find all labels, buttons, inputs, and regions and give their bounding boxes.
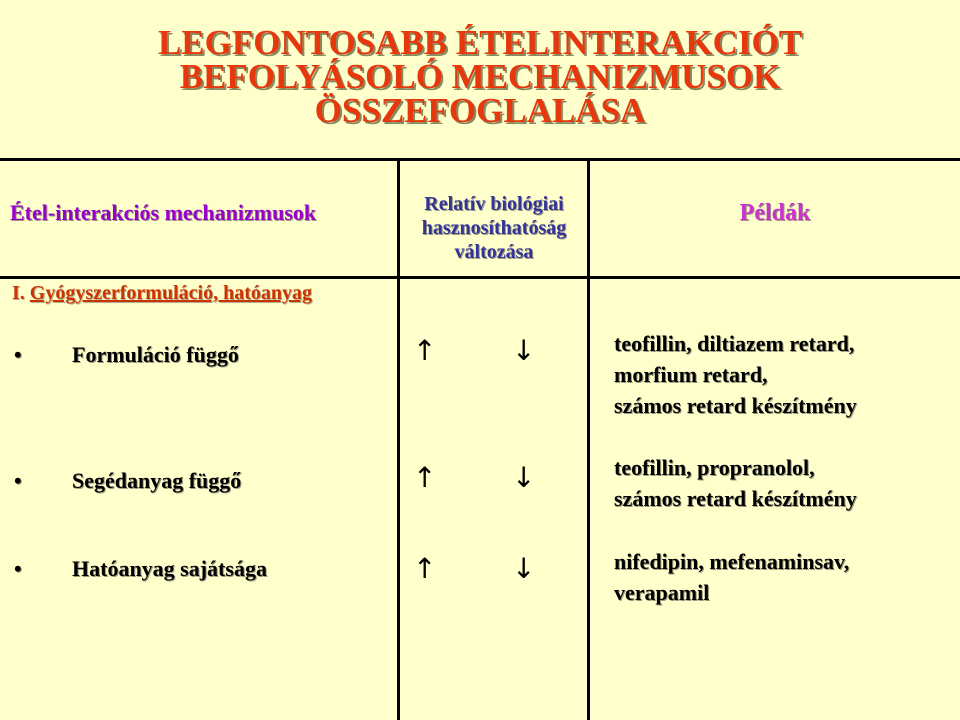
- arrow-down-icon: ↓: [512, 334, 536, 367]
- header-mechanisms: Étel-interakciós mechanizmusok: [10, 200, 317, 225]
- row-active-substance: [14, 556, 267, 582]
- arrow-up-icon: ↑: [413, 334, 437, 367]
- bullet-dot: •: [14, 556, 22, 581]
- row-formulation: [14, 342, 239, 368]
- example-line: nifedipin, mefenaminsav,: [614, 549, 850, 574]
- section-label: Gyógyszerformuláció, hatóanyag: [29, 282, 312, 304]
- arrow-down-icon: ↓: [512, 461, 536, 494]
- header-bottom-border: [0, 276, 960, 279]
- arrow-up-icon: ↑: [413, 552, 437, 585]
- section-number: I.: [12, 282, 25, 304]
- examples-active-substance: [614, 546, 849, 608]
- header-bio-line-1: Relatív biológiai: [424, 193, 564, 215]
- examples-formulation: [614, 328, 857, 421]
- title-line-2: BEFOLYÁSOLÓ MECHANIZMUSOK: [179, 57, 781, 96]
- example-line: számos retard készítmény: [614, 486, 857, 511]
- header-bio-line-3: változása: [454, 241, 534, 263]
- header-bio-line-2: hasznosíthatóság: [421, 217, 567, 239]
- example-line: teofillin, propranolol,: [614, 455, 815, 480]
- arrow-up-icon: ↑: [413, 461, 437, 494]
- title-line-3: ÖSSZEFOGLALÁSA: [314, 91, 646, 130]
- table-top-border: [0, 158, 960, 161]
- example-line: teofillin, diltiazem retard,: [614, 331, 855, 356]
- slide-title: [60, 23, 900, 130]
- examples-excipient: [614, 452, 857, 514]
- header-bioavailability: [400, 192, 588, 264]
- section-heading: [12, 282, 312, 305]
- header-examples: Példák: [739, 200, 811, 226]
- bullet-dot: •: [14, 342, 22, 367]
- bullet-dot: •: [14, 468, 22, 493]
- row-excipient: [14, 468, 241, 494]
- example-line: morfium retard,: [614, 362, 768, 387]
- title-line-1: LEGFONTOSABB ÉTELINTERAKCIÓT: [157, 23, 803, 62]
- row-label: Hatóanyag sajátsága: [72, 556, 267, 581]
- arrow-down-icon: ↓: [512, 552, 536, 585]
- row-label: Formuláció függő: [72, 342, 239, 367]
- row-label: Segédanyag függő: [72, 468, 242, 493]
- example-line: számos retard készítmény: [614, 393, 857, 418]
- example-line: verapamil: [614, 580, 710, 605]
